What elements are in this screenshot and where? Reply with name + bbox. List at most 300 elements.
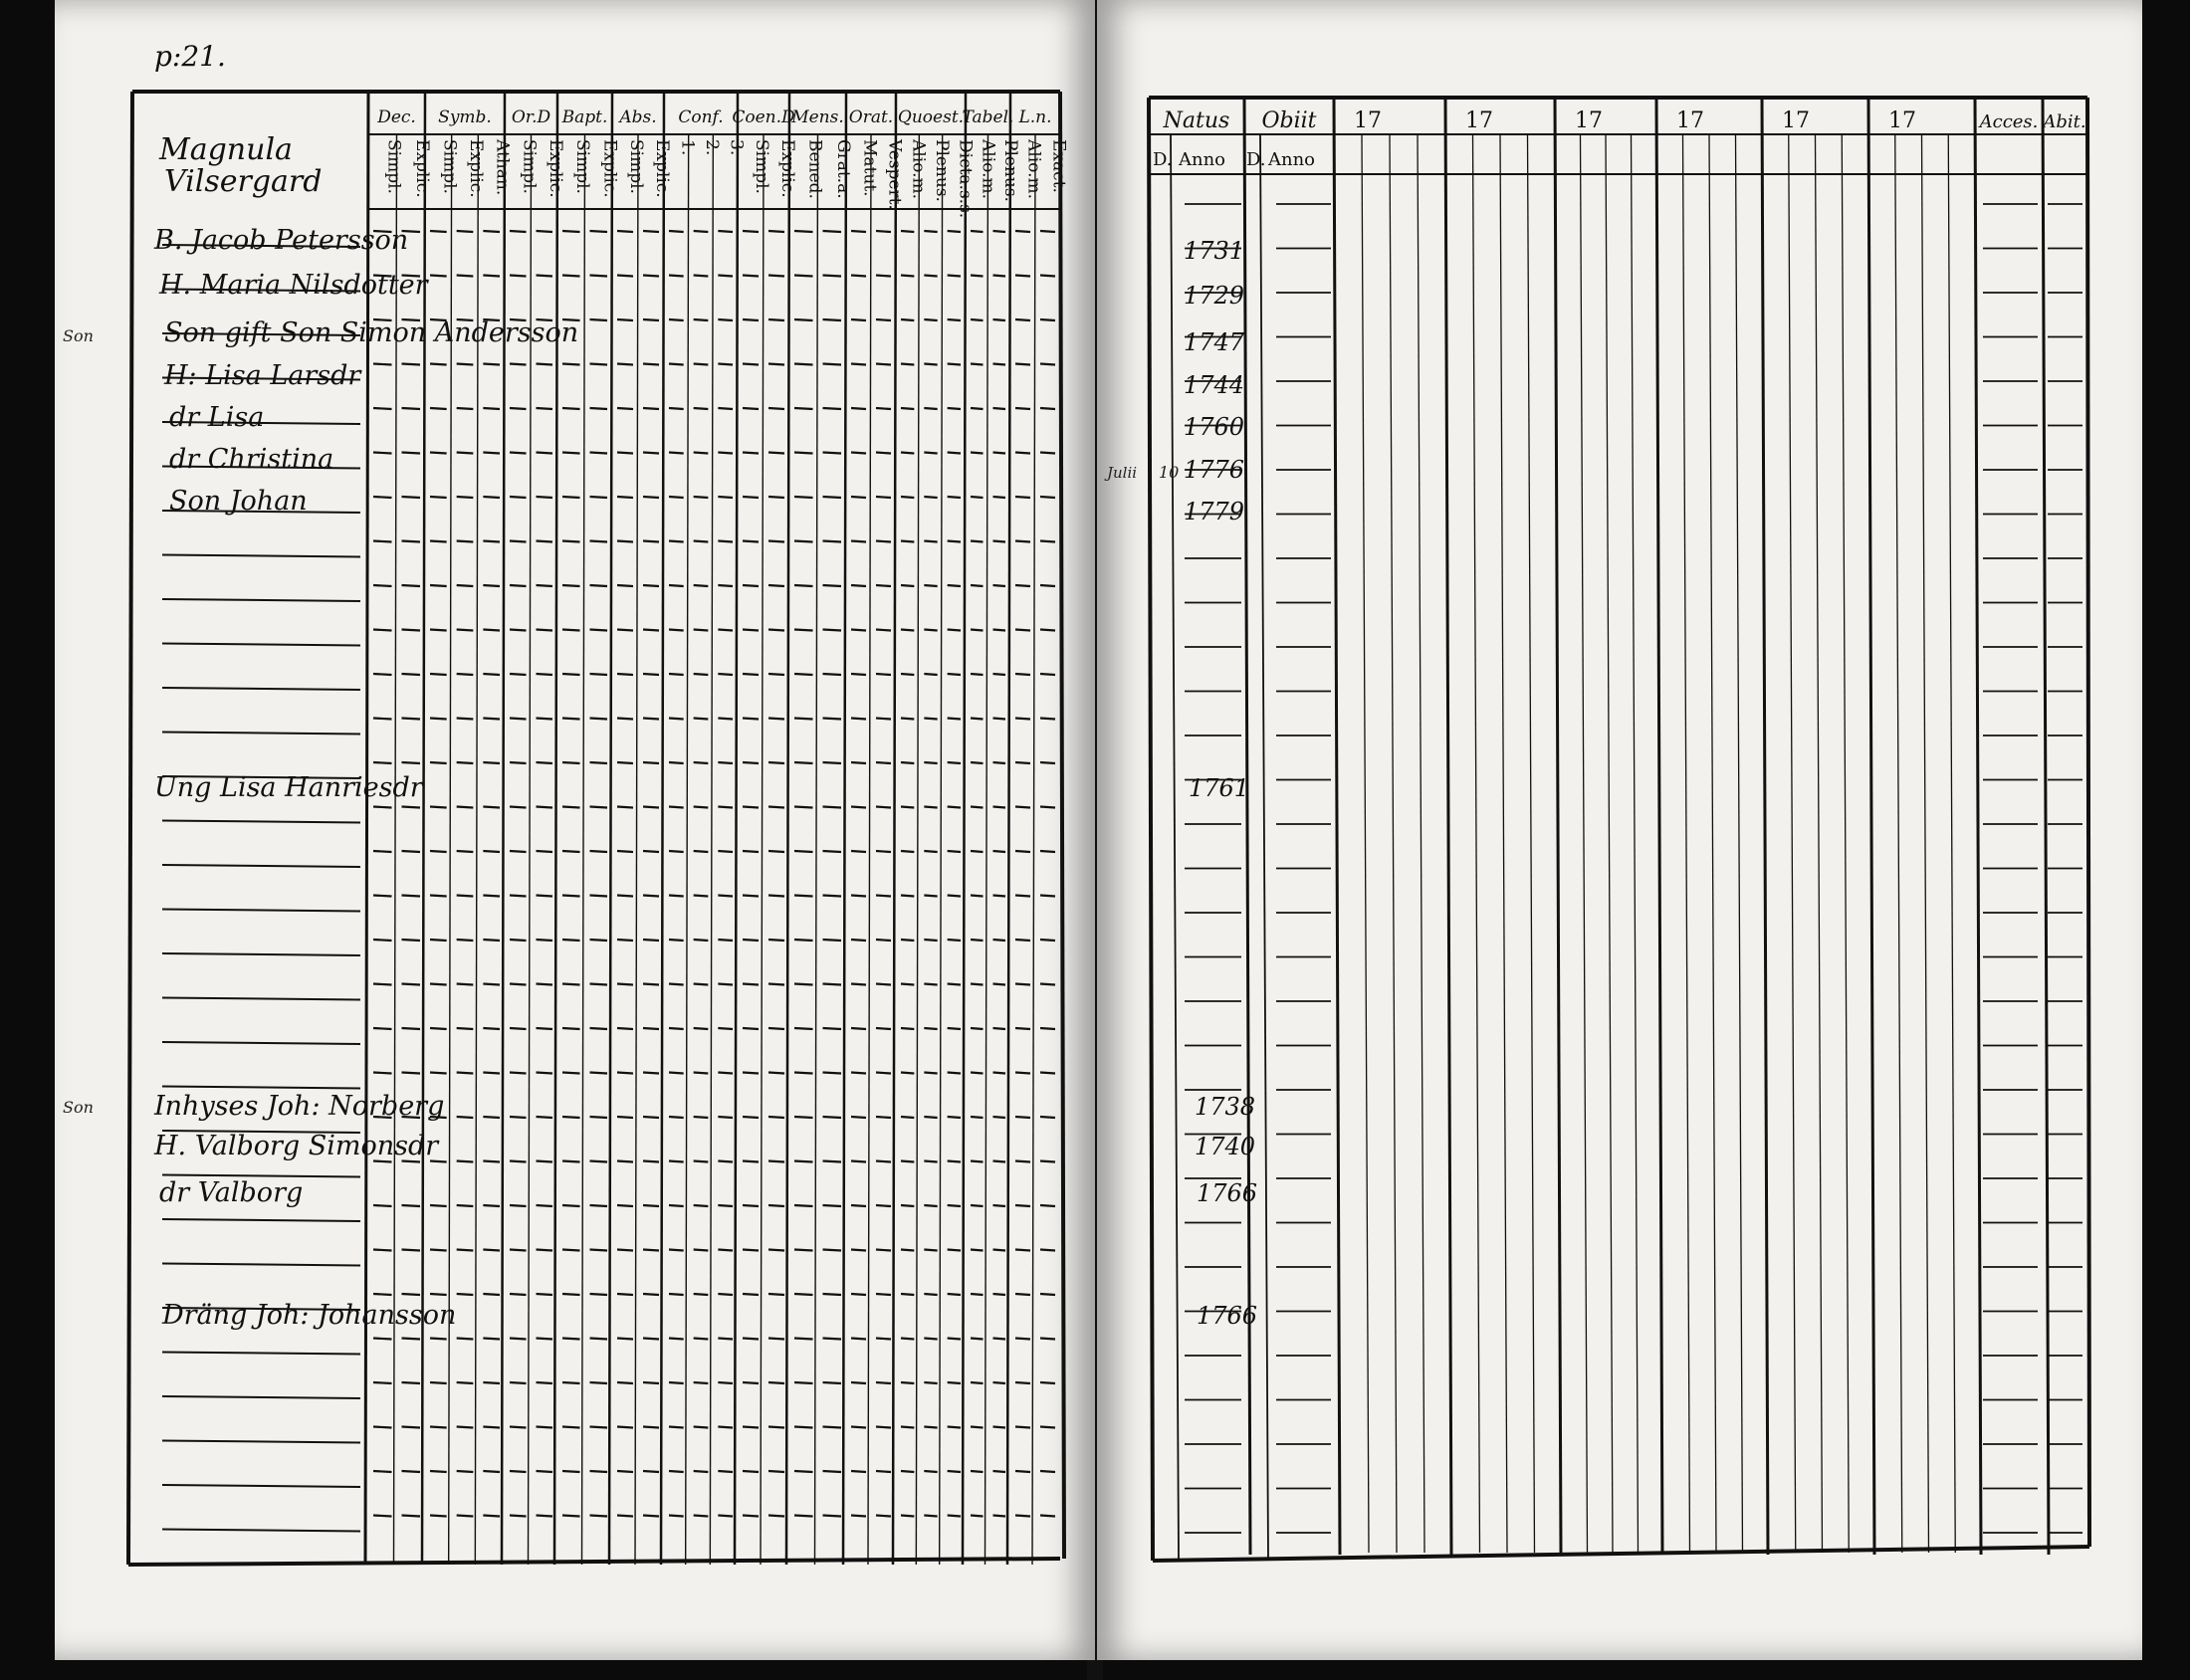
row-rule [1015,719,1030,720]
row-rule [1040,1294,1055,1295]
row-rule [851,762,866,763]
row-rule [876,1161,891,1162]
year-subcolumn-divider [1418,134,1424,1553]
row-rule [669,1516,684,1517]
row-rule [537,497,553,498]
row-rule [851,1339,866,1340]
row-rule [617,1205,633,1206]
row-rule [1040,851,1055,852]
row-rule [743,1117,759,1118]
row-rule [457,984,474,985]
row-rule [694,762,709,763]
row-rule [876,1205,891,1206]
row-rule [901,1161,914,1162]
name-row-rule [162,910,360,912]
row-rule [590,719,608,720]
row-rule [794,231,813,232]
row-rule [562,408,580,409]
row-rule [483,807,500,808]
row-rule [617,719,633,720]
resident-name: Ung Lisa Hanriesdr [154,772,423,803]
row-rule [851,541,866,542]
row-rule [373,364,392,365]
row-rule [430,674,447,675]
row-rule [743,364,759,365]
row-rule [373,1294,392,1295]
row-rule [590,851,608,852]
row-rule [373,896,392,897]
row-rule [483,1117,500,1118]
row-rule [1015,1161,1030,1162]
row-rule [993,1161,1006,1162]
subcolumn-label: Bened. [804,139,825,199]
row-rule [694,1161,709,1162]
year-subcolumn-divider [1816,134,1823,1553]
row-rule [743,231,759,232]
row-rule [743,408,759,409]
right-page [1097,0,2142,1660]
row-rule [510,1516,527,1517]
row-rule [590,762,608,763]
birth-year: 1761 [1189,774,1250,802]
row-rule [1015,1205,1030,1206]
row-rule [643,408,659,409]
row-rule [483,541,500,542]
row-rule [901,453,914,454]
page-mark: p:21. [154,40,226,73]
row-rule [483,1028,500,1029]
row-rule [457,453,474,454]
row-rule [851,719,866,720]
row-rule [743,1294,759,1295]
row-rule [823,1294,842,1295]
row-rule [1015,408,1030,409]
row-rule [993,231,1006,232]
row-rule [794,1516,813,1517]
row-rule [876,364,891,365]
name-row-rule [162,1087,360,1089]
row-rule [694,1028,709,1029]
subcolumn-label: Alio.m. [978,139,998,200]
row-rule [590,1250,608,1251]
row-rule [617,1427,633,1428]
row-rule [1015,585,1030,586]
resident-name: B. Jacob Petersson [154,225,409,256]
row-rule [948,1250,961,1251]
row-rule [971,719,984,720]
name-row-rule [162,1264,360,1266]
row-rule [1040,896,1055,897]
row-rule [948,1073,961,1074]
row-rule [823,319,842,320]
row-rule [669,1250,684,1251]
accessit-header: Acces. [1979,111,2039,132]
row-rule [1015,1427,1030,1428]
row-rule [562,1205,580,1206]
row-rule [971,319,984,320]
row-rule [851,408,866,409]
row-rule [794,984,813,985]
row-rule [617,984,633,985]
row-rule [643,1382,659,1383]
row-rule [537,1205,553,1206]
row-rule [718,896,733,897]
row-rule [373,940,392,941]
row-rule [971,1073,984,1074]
row-rule [402,497,421,498]
row-rule [823,630,842,631]
row-rule [1015,497,1030,498]
row-rule [1015,674,1030,675]
row-rule [971,1516,984,1517]
row-rule [643,1294,659,1295]
subcolumn-divider [686,134,689,1565]
row-rule [768,940,784,941]
subcolumn-divider [394,134,397,1565]
row-rule [823,1339,842,1340]
year-subcolumn-divider [1606,134,1613,1553]
row-rule [794,674,813,675]
row-rule [617,453,633,454]
row-rule [373,807,392,808]
row-rule [876,1073,891,1074]
row-rule [562,1471,580,1472]
natus-anno-label: Anno [1179,149,1226,170]
row-rule [851,1471,866,1472]
name-row-rule [162,953,360,955]
row-rule [643,851,659,852]
row-rule [1015,1028,1030,1029]
subcolumn-divider [529,134,532,1565]
row-rule [510,1205,527,1206]
row-rule [971,497,984,498]
group-column-divider [1868,98,1874,1555]
left-page [55,0,1095,1660]
row-rule [562,1028,580,1029]
row-rule [537,1161,553,1162]
row-rule [457,231,474,232]
row-rule [851,1516,866,1517]
row-rule [971,1117,984,1118]
row-rule [993,762,1006,763]
row-rule [901,585,914,586]
row-rule [851,940,866,941]
name-row-rule [162,688,360,690]
row-rule [743,497,759,498]
row-rule [402,1250,421,1251]
row-rule [694,1382,709,1383]
row-rule [901,541,914,542]
column-header-label: L.n. [1018,107,1052,127]
row-rule [743,940,759,941]
row-rule [993,719,1006,720]
row-rule [948,453,961,454]
row-rule [483,1073,500,1074]
resident-name: dr Christina [169,444,334,475]
row-rule [851,674,866,675]
row-rule [823,231,842,232]
group-column-divider [422,92,425,1565]
row-rule [694,896,709,897]
row-rule [537,1294,553,1295]
row-rule [643,1339,659,1340]
row-rule [948,276,961,277]
row-rule [537,408,553,409]
row-rule [743,1250,759,1251]
row-rule [823,1205,842,1206]
row-rule [924,1161,937,1162]
row-rule [669,719,684,720]
resident-name: H. Maria Nilsdotter [159,270,428,301]
row-rule [1015,984,1030,985]
row-rule [924,807,937,808]
row-rule [402,1427,421,1428]
row-rule [402,1294,421,1295]
row-rule [971,762,984,763]
row-rule [1015,1382,1030,1383]
row-rule [768,630,784,631]
row-rule [510,1117,527,1118]
row-rule [993,408,1006,409]
row-rule [901,896,914,897]
column-header-label: Or.D [511,107,551,127]
row-rule [948,940,961,941]
name-row-rule [162,644,360,646]
row-rule [1040,719,1055,720]
row-rule [971,1205,984,1206]
row-rule [590,1161,608,1162]
row-rule [483,497,500,498]
row-rule [510,408,527,409]
row-rule [718,276,733,277]
row-rule [373,1339,392,1340]
row-rule [993,364,1006,365]
row-rule [430,1073,447,1074]
row-rule [901,1073,914,1074]
row-rule [794,364,813,365]
row-rule [993,1073,1006,1074]
row-rule [694,1250,709,1251]
subcolumn-label: Matut. [859,139,880,197]
row-rule [483,1161,500,1162]
row-rule [876,719,891,720]
row-rule [768,1073,784,1074]
row-rule [457,807,474,808]
row-rule [743,1028,759,1029]
row-rule [1040,585,1055,586]
row-rule [823,1427,842,1428]
row-rule [851,319,866,320]
row-rule [924,1028,937,1029]
row-rule [373,719,392,720]
row-rule [851,1028,866,1029]
row-rule [590,940,608,941]
row-rule [794,1161,813,1162]
row-rule [924,1427,937,1428]
row-rule [948,630,961,631]
row-rule [901,1117,914,1118]
row-rule [457,896,474,897]
row-rule [794,408,813,409]
row-rule [483,1516,500,1517]
row-rule [430,408,447,409]
abiit-header: Abit. [2043,111,2086,132]
row-rule [457,541,474,542]
row-rule [794,1117,813,1118]
row-rule [1040,231,1055,232]
row-rule [1040,1427,1055,1428]
birth-year: 1744 [1184,371,1245,399]
row-rule [718,851,733,852]
frame-left [1149,98,1153,1561]
row-rule [948,1117,961,1118]
row-rule [562,541,580,542]
row-rule [537,276,553,277]
name-row-rule [162,1396,360,1398]
row-rule [901,1028,914,1029]
row-rule [901,719,914,720]
natus-day-label: D. [1153,149,1173,170]
subcolumn-label: Simpl. [571,139,592,194]
row-rule [643,1471,659,1472]
birth-year: 1760 [1184,413,1245,441]
row-rule [971,851,984,852]
row-rule [794,940,813,941]
row-rule [669,807,684,808]
group-column-divider [502,92,505,1565]
row-rule [851,984,866,985]
row-rule [794,497,813,498]
row-rule [876,408,891,409]
subcolumn-label: 2. [702,139,722,156]
row-rule [823,1028,842,1029]
row-rule [993,1339,1006,1340]
row-rule [948,497,961,498]
row-rule [562,1117,580,1118]
row-rule [457,719,474,720]
row-rule [562,762,580,763]
subcolumn-label: Grat.a. [832,139,853,199]
row-rule [694,276,709,277]
row-rule [694,719,709,720]
row-rule [537,1471,553,1472]
row-rule [993,1250,1006,1251]
row-rule [876,276,891,277]
row-rule [743,896,759,897]
row-rule [617,231,633,232]
row-rule [794,851,813,852]
row-rule [402,984,421,985]
row-rule [537,674,553,675]
row-rule [768,984,784,985]
row-rule [901,364,914,365]
row-rule [457,630,474,631]
row-rule [694,1073,709,1074]
row-rule [823,1073,842,1074]
row-rule [993,851,1006,852]
row-rule [590,1028,608,1029]
row-rule [743,674,759,675]
row-rule [901,1294,914,1295]
row-rule [718,1339,733,1340]
row-rule [430,984,447,985]
row-rule [948,1427,961,1428]
row-rule [430,1427,447,1428]
row-rule [430,762,447,763]
row-rule [768,762,784,763]
row-rule [669,585,684,586]
row-rule [510,762,527,763]
row-rule [457,1205,474,1206]
row-rule [617,762,633,763]
row-rule [562,1382,580,1383]
row-rule [718,762,733,763]
row-rule [643,630,659,631]
row-rule [924,1382,937,1383]
row-rule [430,940,447,941]
row-rule [617,408,633,409]
row-rule [402,541,421,542]
row-rule [768,319,784,320]
row-rule [718,1028,733,1029]
row-rule [457,1516,474,1517]
row-rule [851,585,866,586]
row-rule [537,1516,553,1517]
row-rule [457,1339,474,1340]
row-rule [483,940,500,941]
row-rule [483,585,500,586]
row-rule [718,719,733,720]
row-rule [537,1028,553,1029]
row-rule [694,231,709,232]
row-rule [971,1161,984,1162]
row-rule [948,585,961,586]
row-rule [948,807,961,808]
row-rule [457,1427,474,1428]
subcolumn-divider [449,134,452,1565]
row-rule [510,541,527,542]
row-rule [510,453,527,454]
row-rule [373,408,392,409]
row-rule [718,1117,733,1118]
row-rule [694,940,709,941]
row-rule [402,940,421,941]
year-subcolumn-divider [1842,134,1849,1553]
row-rule [948,1471,961,1472]
row-rule [971,231,984,232]
row-rule [1040,1382,1055,1383]
row-rule [993,1205,1006,1206]
column-header-label: Dec. [377,107,416,127]
row-rule [457,1250,474,1251]
row-rule [993,807,1006,808]
row-rule [1015,1073,1030,1074]
row-rule [901,762,914,763]
row-rule [948,364,961,365]
row-rule [669,319,684,320]
row-rule [794,1339,813,1340]
row-rule [510,1427,527,1428]
row-rule [617,807,633,808]
row-rule [643,807,659,808]
row-rule [794,1427,813,1428]
row-rule [901,1205,914,1206]
subcolumn-label: Plenus. [999,139,1020,202]
row-rule [669,1117,684,1118]
row-rule [823,276,842,277]
row-rule [643,453,659,454]
row-rule [643,541,659,542]
